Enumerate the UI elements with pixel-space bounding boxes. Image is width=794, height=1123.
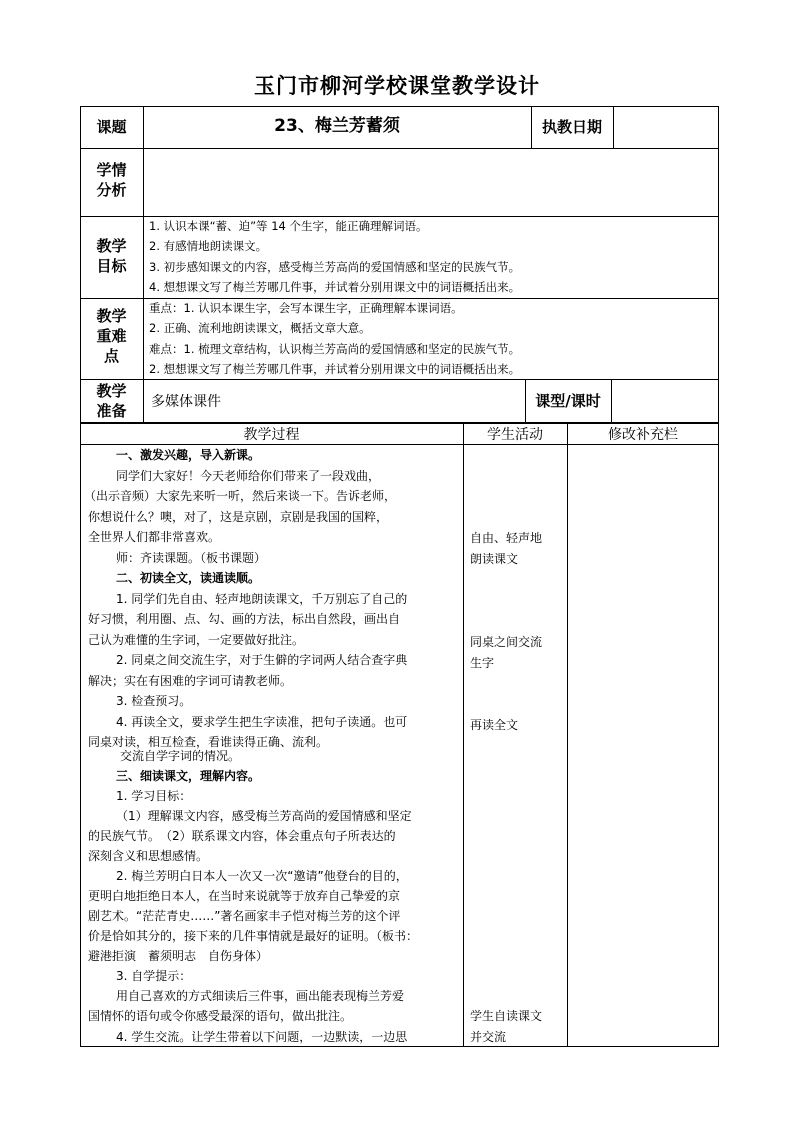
process-line: 国情怀的语句或令你感受最深的语句，做出批注。: [88, 1009, 353, 1023]
process-line: 解决；实在有困难的字词可请教老师。: [88, 674, 293, 688]
key-point-item: 2. 正确、流利地朗读课文，概括文章大意。: [149, 321, 371, 335]
process-line: 2. 梅兰芳明白日本人一次又一次“邀请”他登台的目的，: [116, 869, 408, 883]
process-line: 1. 同学们先自由、轻声地朗读课文，千万别忘了自己的: [116, 592, 408, 606]
section-heading: 三、细读课文，理解内容。: [116, 769, 261, 783]
key-point-item: 重点：1. 认识本课生字，会写本课生字，正确理解本课词语。: [149, 301, 463, 315]
process-line: 深刻含义和思想感情。: [88, 849, 209, 863]
difficulty-item: 难点：1. 梳理文章结构，认识梅兰芳高尚的爱国情感和坚定的民族气节。: [149, 342, 521, 356]
student-activity-line: 并交流: [470, 1030, 507, 1044]
goal-item: 1. 认识本课“蓄、迫”等 14 个生字，能正确理解词语。: [149, 219, 428, 233]
lesson-type-label: 课型/课时: [535, 392, 601, 410]
goal-item: 3. 初步感知课文的内容，感受梅兰芳高尚的爱国情感和坚定的民族气节。: [149, 260, 521, 274]
process-line: 师：齐读课题。（板书课题）: [116, 551, 267, 565]
process-line: 避港拒演 蓄须明志 自伤身体）: [88, 949, 269, 963]
student-activity-line: 自由、轻声地: [470, 531, 543, 545]
process-header: 教学过程: [243, 427, 300, 443]
section-heading: 一、激发兴趣，导入新课。: [116, 448, 261, 462]
process-line: 2. 同桌之间交流生字，对于生僻的字词两人结合查字典: [116, 653, 408, 667]
student-activity-line: 学生自读课文: [470, 1009, 543, 1023]
teaching-prep-label: 教学 准备: [96, 382, 127, 420]
label-column-divider: [143, 106, 144, 423]
process-line: 好习惯，利用圈、点、勾、画的方法，标出自然段，画出自: [88, 612, 401, 626]
goal-item: 4. 想想课文写了梅兰芳哪几件事，并试着分别用课文中的词语概括出来。: [149, 280, 521, 294]
row-divider: [80, 148, 719, 149]
student-analysis-label: 学情 分析: [96, 161, 127, 199]
difficulty-item: 2. 想想课文写了梅兰芳哪几件事，并试着分别用课文中的词语概括出来。: [149, 362, 521, 376]
process-line: 己认为难懂的生字词，一定要做好批注。: [88, 633, 305, 647]
key-difficulty-label: 教学 重难 点: [96, 307, 127, 365]
student-activity-line: 朗读课文: [470, 552, 519, 566]
page-title: 玉门市柳河学校课堂教学设计: [254, 74, 540, 98]
teaching-prep-content: 多媒体课件: [151, 394, 221, 410]
type-value-divider: [611, 379, 612, 423]
process-line: 的民族气节。 （2）联系课文内容，体会重点句子所表达的: [88, 829, 396, 843]
revise-header: 修改补充栏: [608, 427, 678, 443]
student-column-divider: [567, 423, 568, 1047]
process-line: （1）理解课文内容，感受梅兰芳高尚的爱国情感和坚定: [116, 809, 412, 823]
process-line: 剧艺术。“茫茫青史……”著名画家丰子恺对梅兰芳的这个评: [88, 909, 401, 923]
process-line: 全世界人们都非常喜欢。: [88, 530, 221, 544]
student-activity-line: 同桌之间交流: [470, 635, 543, 649]
process-line: 交流自学字词的情况。: [120, 749, 241, 763]
date-value-divider: [613, 106, 614, 148]
process-line: 4. 学生交流。让学生带着以下问题，一边默读，一边思: [116, 1030, 408, 1044]
section-heading: 二、初读全文，读通读顺。: [116, 571, 261, 585]
process-line: 同学们大家好！今天老师给你们带来了一段戏曲，: [116, 469, 381, 483]
process-line: 更明白地拒绝日本人，在当时来说就等于放弃自己挚爱的京: [88, 889, 401, 903]
process-line: 用自己喜欢的方式细读后三件事，画出能表现梅兰芳爱: [116, 989, 405, 1003]
student-activity-line: 生字: [470, 656, 495, 670]
lesson-title: 23、梅兰芳蓄须: [274, 116, 400, 136]
process-line: 3. 检查预习。: [116, 694, 192, 708]
process-line: 同桌对读，相互检查，看谁读得正确、流利。: [88, 735, 329, 749]
goal-item: 2. 有感情地朗读课文。: [149, 239, 268, 253]
process-line: 1. 学习目标：: [116, 789, 192, 803]
process-line: 3. 自学提示：: [116, 969, 192, 983]
process-line: 你想说什么？噢，对了，这是京剧，京剧是我国的国粹，: [88, 510, 389, 524]
process-column-divider: [463, 423, 464, 1047]
student-activity-line: 再读全文: [470, 718, 519, 732]
process-line: 4. 再读全文，要求学生把生字读准，把句子读通。也可: [116, 715, 408, 729]
process-line: 价是恰如其分的，接下来的几件事情就是最好的证明。（板书：: [88, 929, 419, 943]
student-activity-header: 学生活动: [487, 427, 543, 443]
subject-label: 课题: [96, 118, 127, 136]
teaching-date-label: 执教日期: [541, 118, 602, 136]
process-line: （出示音频）大家先来听一听，然后来谈一下。告诉老师，: [84, 489, 397, 503]
teaching-goals-label: 教学 目标: [96, 237, 127, 275]
